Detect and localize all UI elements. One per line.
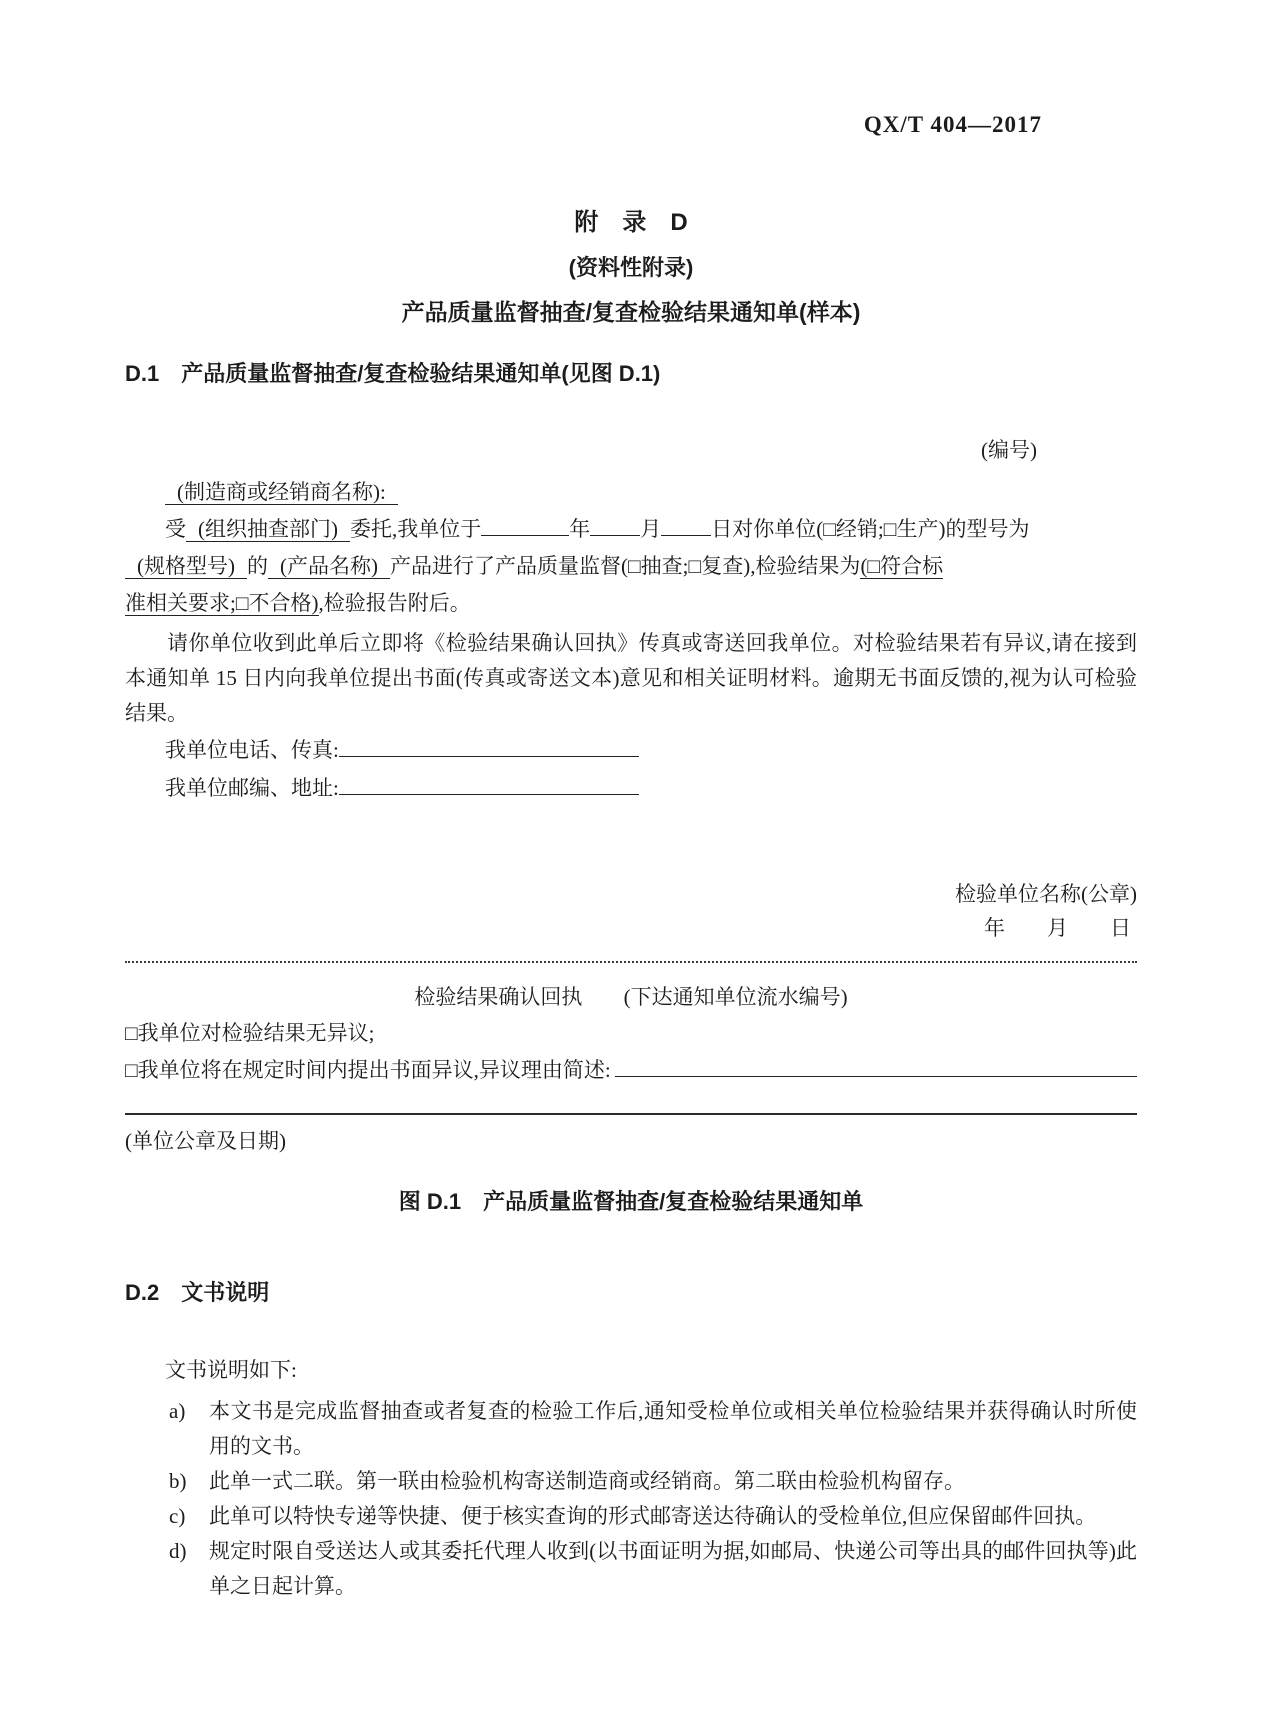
doc-code-text: QX/T 404—2017 <box>863 112 1042 137</box>
list-item-text: 本文书是完成监督抽查或者复查的检验工作后,通知受检单位或相关单位检验结果并获得确认时所使用的文书。 <box>209 1399 1137 1458</box>
clause-d1-label: D.1 <box>125 361 160 386</box>
clause-d1-title: 产品质量监督抽查/复查检验结果通知单(见图 D.1) <box>181 361 661 386</box>
month-blank <box>590 515 640 536</box>
phone-fax-line <box>125 731 1137 769</box>
list-item <box>125 1534 1137 1604</box>
list-item-text: 此单可以特快专递等快捷、便于核实查询的形式邮寄送达待确认的受检单位,但应保留邮件回执。 <box>209 1504 1097 1528</box>
figure-d1-caption: 图 D.1 产品质量监督抽查/复查检验结果通知单 <box>398 1189 864 1214</box>
underlined-segment: (□符合标 <box>860 554 944 578</box>
serial-number-line <box>125 434 1137 464</box>
underlined-segment: (规格型号) <box>125 554 247 579</box>
receipt-option-2 <box>125 1052 1137 1089</box>
text-segment: 的 <box>247 554 268 578</box>
text-segment: ,检验报告附后。 <box>318 591 471 615</box>
list-item <box>125 1394 1137 1464</box>
inspection-unit-signature: 检验单位名称(公章) <box>955 882 1137 906</box>
text-segment: 日对你单位(□经销;□生产)的型号为 <box>711 517 1030 541</box>
appendix-form-title: 产品质量监督抽查/复查检验结果通知单(样本) <box>401 299 861 325</box>
zip-address-blank <box>339 774 639 795</box>
notice-line-4 <box>125 585 1137 622</box>
year-blank <box>481 515 569 536</box>
appendix-subtitle: (资料性附录) <box>568 255 694 280</box>
unit-stamp-label: (单位公章及日期) <box>125 1129 286 1153</box>
phone-fax-blank <box>339 736 639 757</box>
signature-date-line <box>125 911 1137 945</box>
section-rule <box>125 1113 1137 1115</box>
list-item-text: 此单一式二联。第一联由检验机构寄送制造商或经销商。第二联由检验机构留存。 <box>209 1469 965 1493</box>
receipt-option-2-text: □我单位将在规定时间内提出书面异议,异议理由简述: <box>125 1058 611 1082</box>
list-item-text: 规定时限自受送达人或其委托代理人收到(以书面证明为据,如邮局、快递公司等出具的邮件回执等)此单之日起计算。 <box>209 1539 1137 1598</box>
notice-line-2 <box>125 511 1137 548</box>
notice-paragraph: 请你单位收到此单后立即将《检验结果确认回执》传真或寄送回我单位。对检验结果若有异议,请在接到本通知单 15 日内向我单位提出书面(传真或寄送文本)意见和相关证明材料。逾期无书面反馈的,视为认可检验结果。 <box>125 631 1137 725</box>
addressee-blank: (制造商或经销商名称): <box>165 480 398 505</box>
doc-code-header <box>125 0 1137 138</box>
d2-intro: 文书说明如下: <box>165 1358 297 1382</box>
phone-fax-label: 我单位电话、传真: <box>165 738 339 762</box>
clause-d2-title: 文书说明 <box>181 1280 270 1305</box>
notice-line-3 <box>125 548 1137 585</box>
list-item-marker: c) <box>169 1504 186 1528</box>
objection-reason-blank <box>615 1056 1137 1077</box>
receipt-option-1: □我单位对检验结果无异议; <box>125 1021 375 1045</box>
list-item <box>125 1464 1137 1499</box>
list-item <box>125 1499 1137 1534</box>
underlined-segment: (产品名称) <box>268 554 390 579</box>
appendix-title: 附 录 D <box>574 209 688 236</box>
serial-number-label: (编号) <box>981 438 1037 462</box>
dotted-cut-line <box>125 961 1137 963</box>
text-segment: 月 <box>640 517 662 541</box>
day-blank <box>661 515 711 536</box>
signature-date-text: 年 月 日 <box>984 916 1131 940</box>
text-segment: 委托,我单位于 <box>350 517 482 541</box>
clause-d2-heading <box>125 1276 1137 1307</box>
underlined-segment: (组织抽查部门) <box>186 517 350 542</box>
clause-d1-heading <box>125 357 1137 388</box>
d2-item-list <box>125 1394 1137 1604</box>
list-item-marker: b) <box>169 1469 187 1493</box>
underlined-segment: 准相关要求;□不合格) <box>125 591 319 615</box>
text-segment: 产品进行了产品质量监督(□抽查;□复查),检验结果为 <box>390 554 861 578</box>
list-item-marker: a) <box>169 1399 186 1423</box>
zip-address-label: 我单位邮编、地址: <box>165 776 339 800</box>
receipt-title-text: 检验结果确认回执 <box>414 985 583 1009</box>
text-segment: 受 <box>165 517 186 541</box>
zip-address-line <box>125 769 1137 807</box>
receipt-serial-label: (下达通知单位流水编号) <box>623 985 848 1009</box>
text-segment: 年 <box>569 517 591 541</box>
clause-d2-label: D.2 <box>125 1280 160 1305</box>
addressee-line <box>125 474 1137 511</box>
receipt-title-line <box>125 979 1137 1015</box>
list-item-marker: d) <box>169 1539 187 1563</box>
